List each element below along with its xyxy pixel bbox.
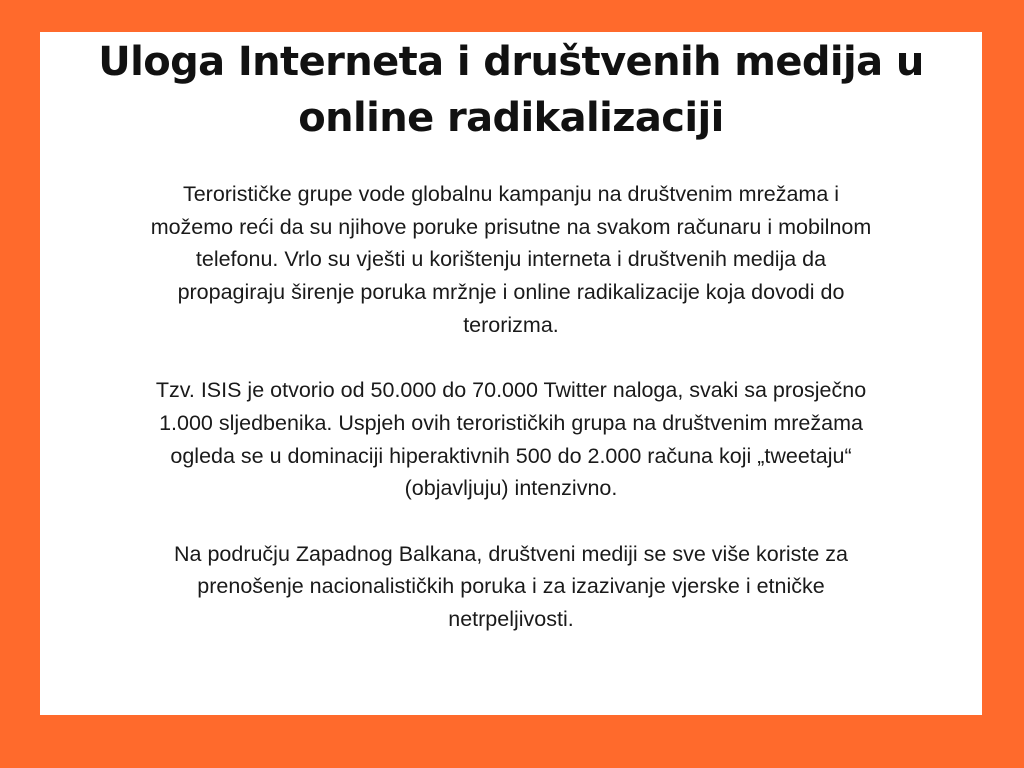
text-line: Tzv. ISIS je otvorio od 50.000 do 70.000 Twitter naloga, svaki sa prosječno: [155, 378, 867, 403]
text-line: telefonu. Vrlo su vješti u korištenju interneta i društvenih medija da: [195, 247, 827, 272]
content-panel: [40, 32, 982, 715]
text-line: (objavljuju) intenzivno.: [404, 476, 618, 501]
text-line: prenošenje nacionalističkih poruka i za izazivanje vjerske i etničke: [197, 574, 825, 599]
text-line: terorizma.: [463, 312, 559, 337]
text-line: Terorističke grupe vode globalnu kampanju na društvenim mrežama i: [182, 182, 840, 206]
title-line: online radikalizaciji: [298, 95, 724, 141]
paragraph-western-balkans: [46, 538, 976, 636]
text-line: 1.000 sljedbenika. Uspjeh ovih terorističkih grupa na društvenim mrežama: [159, 410, 863, 435]
text-line: ogleda se u dominaciji hiperaktivnih 500 do 2.000 računa koji „tweetaju“: [170, 443, 852, 468]
paragraph-terrorist-campaign: [46, 178, 976, 342]
text-line: možemo reći da su njihove poruke prisutne na svakom računaru i mobilnom: [150, 214, 872, 239]
text-line: propagiraju širenje poruka mržnje i online radikalizacije koja dovodi do: [177, 280, 845, 305]
title-line: Uloga Interneta i društvenih medija u: [98, 39, 924, 85]
body-text: [40, 178, 982, 636]
page-title: [40, 34, 982, 146]
paragraph-isis-twitter: [46, 374, 976, 505]
text-line: Na području Zapadnog Balkana, društveni mediji se sve više koriste za: [173, 541, 849, 566]
text-line: netrpeljivosti.: [448, 607, 574, 632]
